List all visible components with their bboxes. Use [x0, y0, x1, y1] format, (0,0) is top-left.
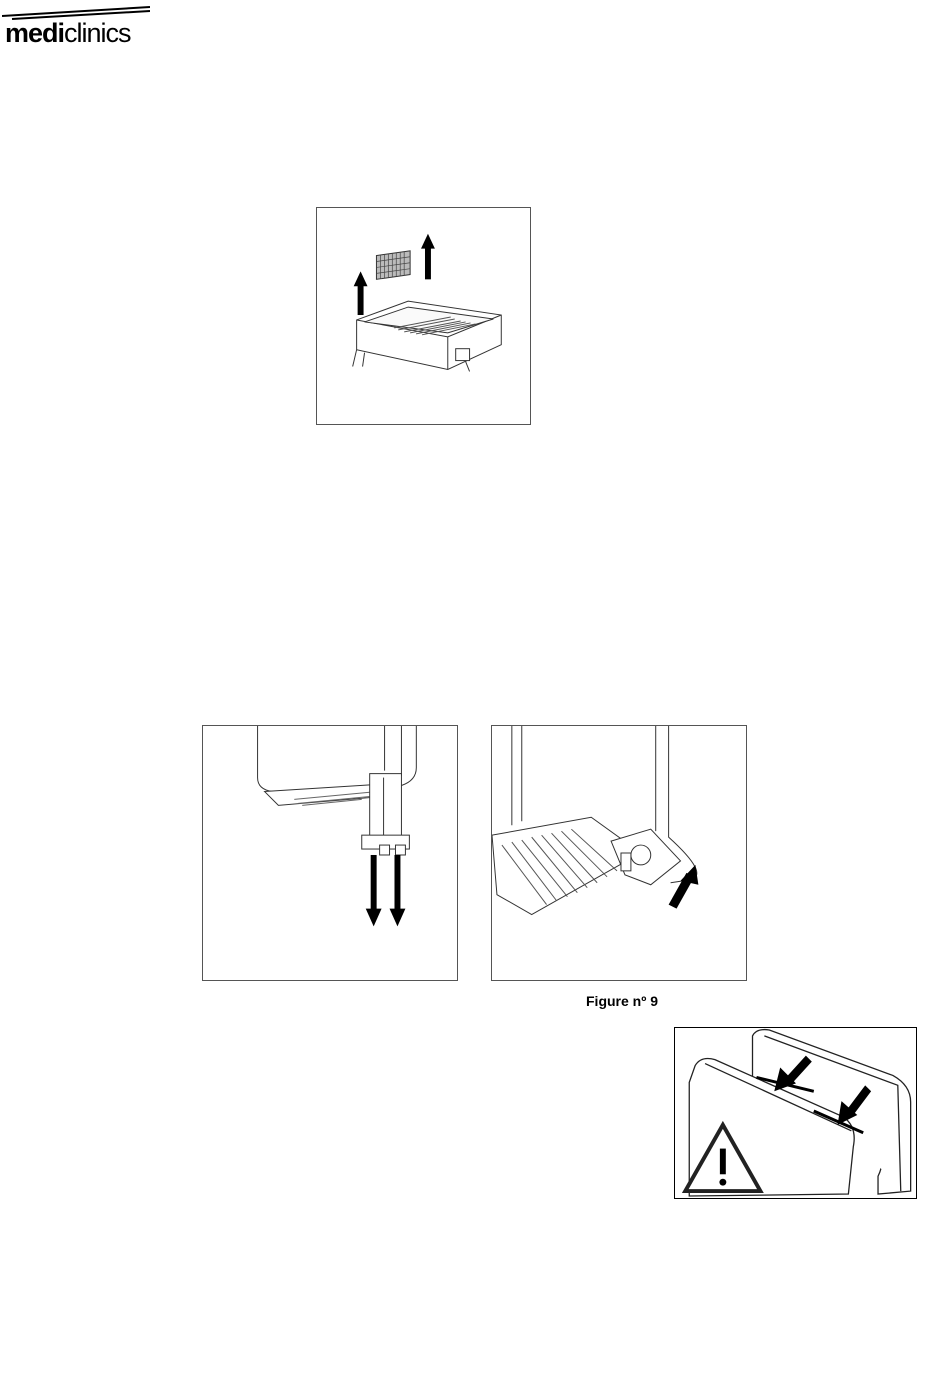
brand-logo — [2, 6, 152, 48]
lift-arrow-left-icon — [354, 271, 368, 315]
basket-tray — [353, 301, 502, 371]
cover-alignment-warning-figure — [674, 1027, 917, 1199]
module-insertion-illustration — [492, 726, 746, 980]
brand-bold: medi — [5, 18, 65, 48]
brand-light: clinics — [64, 18, 131, 48]
filter-removal-figure — [316, 207, 531, 425]
filter-grid — [376, 251, 410, 280]
pull-down-arrows-icon — [366, 855, 406, 926]
figure-caption: Figure nº 9 — [586, 993, 659, 1009]
lift-arrow-right-icon — [421, 234, 435, 280]
module-insertion-figure — [491, 725, 747, 981]
brand-wordmark — [5, 18, 131, 48]
filter-removal-illustration — [317, 208, 530, 424]
cover-alignment-illustration — [675, 1028, 916, 1198]
module-removal-illustration — [203, 726, 457, 980]
module-removal-figure — [202, 725, 458, 981]
